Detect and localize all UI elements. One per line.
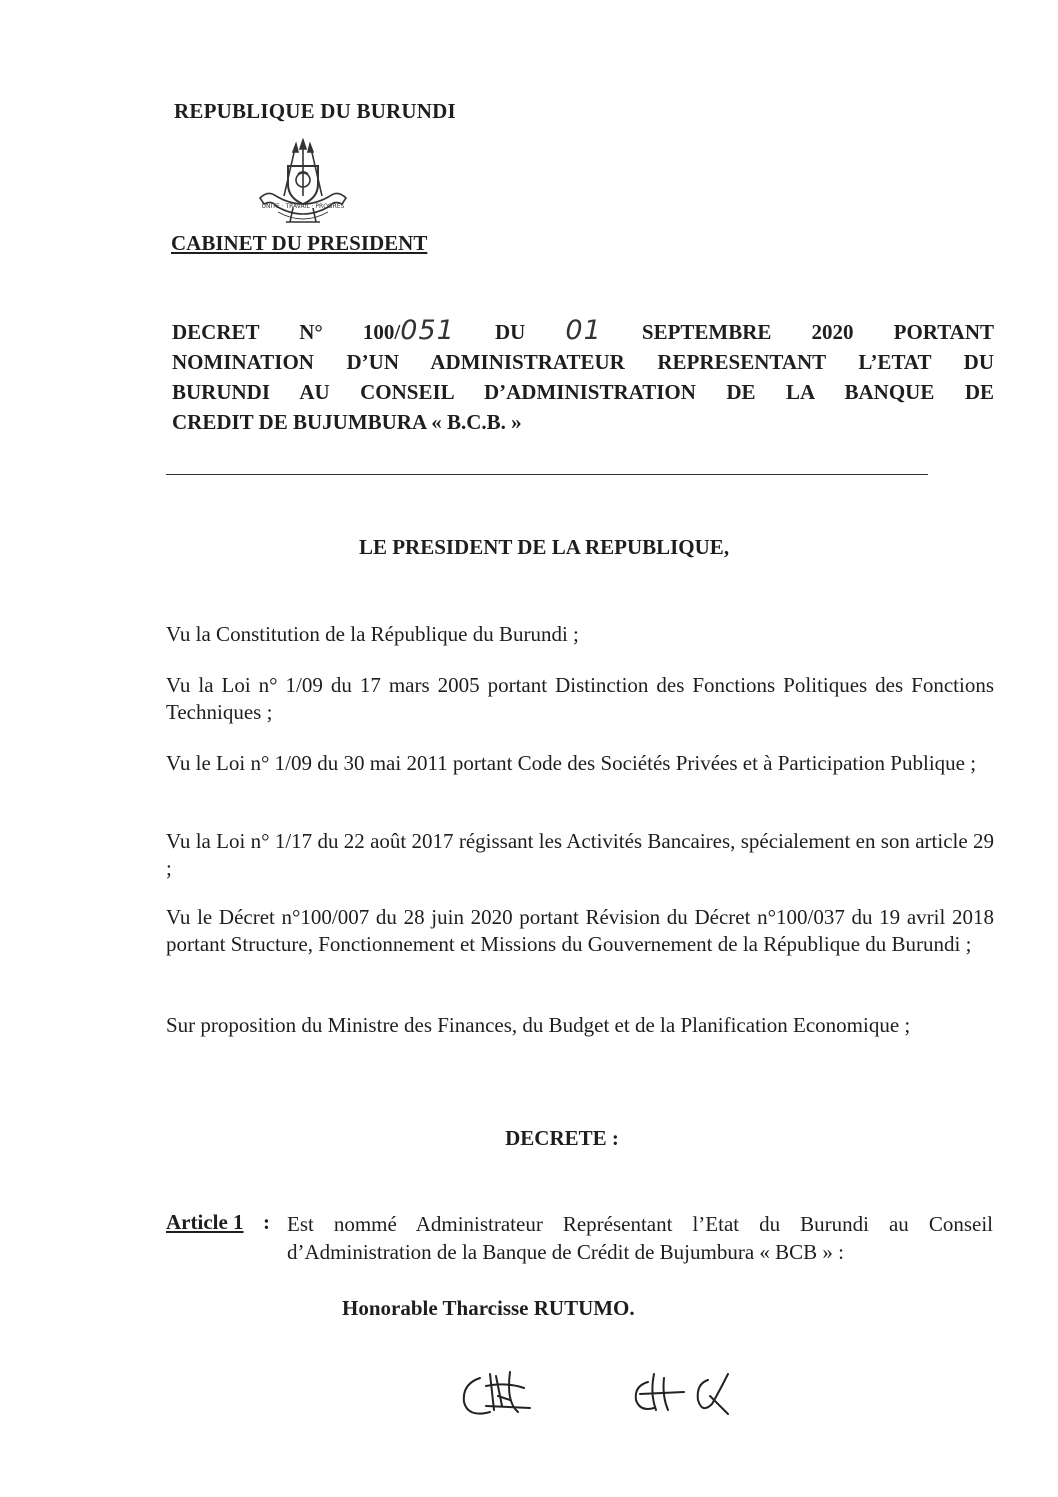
authority-heading: LE PRESIDENT DE LA REPUBLIQUE, xyxy=(358,535,730,559)
visa-paragraph: Vu la Loi n° 1/17 du 22 août 2017 régissant les Activités Bancaires, spécialement en son article 29 ; xyxy=(166,829,994,880)
decree-suffix: SEPTEMBRE 2020 PORTANT xyxy=(641,320,995,344)
article-1-colon: : xyxy=(263,1210,270,1234)
coat-of-arms-seal xyxy=(248,138,358,230)
handwritten-initials xyxy=(458,1366,778,1426)
separator-rule xyxy=(166,474,928,475)
decrete-heading: DECRETE : xyxy=(505,1126,619,1150)
country-heading: REPUBLIQUE DU BURUNDI xyxy=(174,99,456,123)
visa-paragraph: Vu le Loi n° 1/09 du 30 mai 2011 portant Code des Sociétés Privées et à Participation Publique ; xyxy=(166,751,977,775)
visa-paragraph: Vu le Décret n°100/007 du 28 juin 2020 portant Révision du Décret n°100/037 du 19 avril 2018 portant Structure, Fonctionnement et Missions du Gouvernement de la République du Burundi ; xyxy=(166,905,994,956)
seal-motto: UNITE · TRAVAIL · PROGRES xyxy=(261,203,345,210)
decree-title-line-4: CREDIT DE BUJUMBURA « B.C.B. » xyxy=(172,410,522,434)
visa-paragraph: Vu la Constitution de la République du Burundi ; xyxy=(166,622,579,646)
decree-du: DU xyxy=(494,320,526,344)
handwritten-decree-number: 051 xyxy=(400,315,455,346)
decree-title-line-3: BURUNDI AU CONSEIL D’ADMINISTRATION DE LA BANQUE DE xyxy=(172,380,994,404)
article-1-text: Est nommé Administrateur Représentant l’Etat du Burundi au Conseil d’Administration de la Banque de Crédit de Bujumbura « BCB » : xyxy=(287,1212,993,1264)
decree-title-line-2: NOMINATION D’UN ADMINISTRATEUR REPRESENTANT L’ETAT DU xyxy=(172,350,994,374)
appointee-name: Honorable Tharcisse RUTUMO. xyxy=(342,1296,635,1320)
decree-title-line-1 xyxy=(172,316,994,347)
handwritten-day: 01 xyxy=(565,315,602,346)
decree-title xyxy=(172,316,994,437)
decree-prefix: DECRET N° 100/ xyxy=(172,320,401,344)
visa-paragraph: Sur proposition du Ministre des Finances, du Budget et de la Planification Economique ; xyxy=(166,1013,911,1037)
visa-paragraph: Vu la Loi n° 1/09 du 17 mars 2005 portant Distinction des Fonctions Politiques des Fonctions Techniques ; xyxy=(166,673,994,724)
article-1-label: Article 1 xyxy=(166,1210,244,1234)
office-heading: CABINET DU PRESIDENT xyxy=(171,231,428,255)
